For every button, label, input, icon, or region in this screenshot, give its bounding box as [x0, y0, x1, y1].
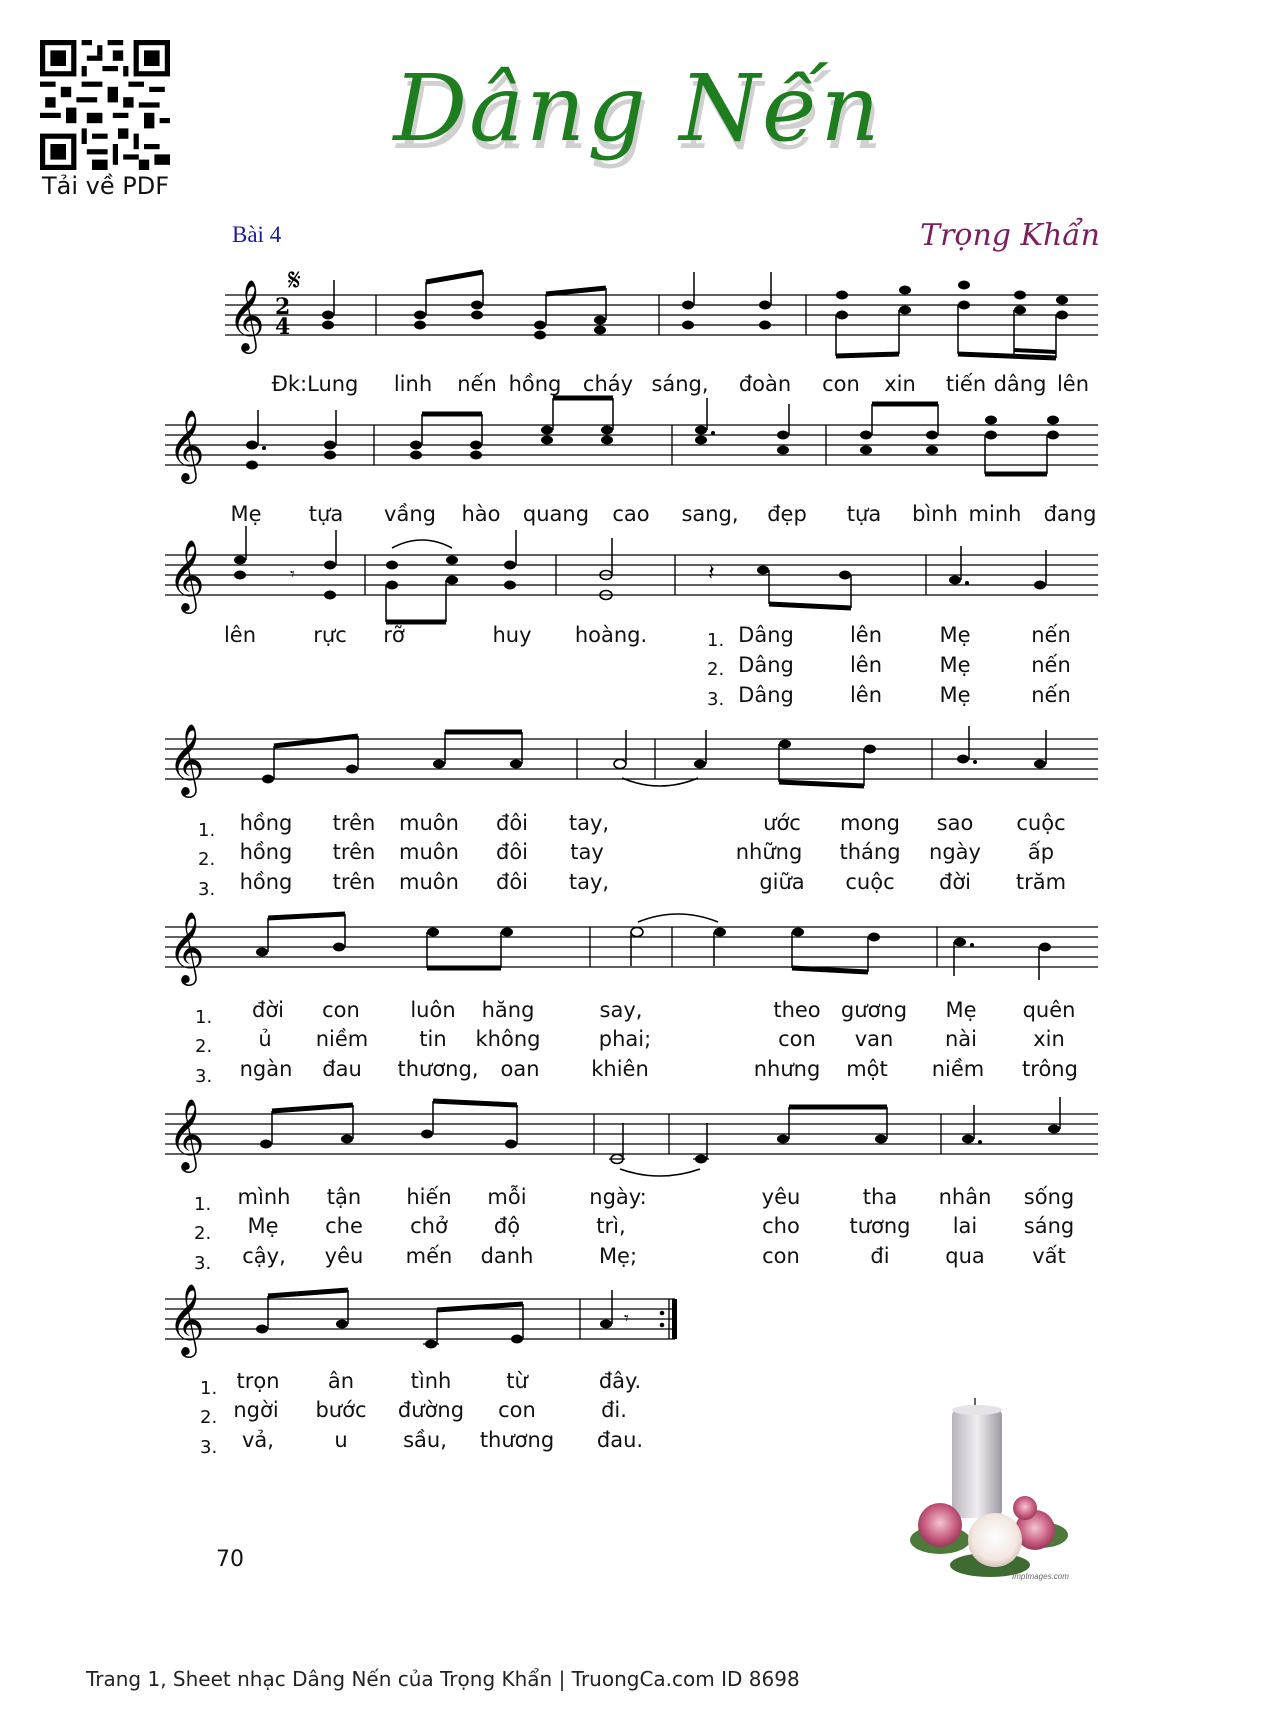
- lyric-word: từ: [506, 1369, 528, 1393]
- treble-clef-icon: 𝄞: [168, 1097, 205, 1170]
- lyric-word: nến: [457, 372, 497, 396]
- lyric-word: con: [778, 1027, 816, 1051]
- eighth-rest-icon: 𝄾: [290, 564, 295, 585]
- lyric-word: Mẹ: [247, 1214, 279, 1238]
- verse-number: 1.: [195, 1007, 213, 1028]
- lyric-word: hồng: [508, 372, 562, 396]
- lyric-word: sầu,: [403, 1428, 447, 1452]
- verse-number: 1.: [200, 1378, 218, 1399]
- lyric-word: vầng: [384, 502, 436, 526]
- staff-notation-4: [0, 702, 1275, 832]
- lyric-word: luôn: [410, 998, 456, 1022]
- song-title: Dâng Nến: [393, 55, 882, 162]
- lyric-word: nhân: [938, 1185, 992, 1209]
- repeat-dot: [660, 1323, 665, 1328]
- lyric-word: thương: [479, 1428, 555, 1452]
- lyric-word: tháng: [839, 840, 901, 864]
- lyric-word: trên: [332, 811, 376, 835]
- lyric-word: quang: [522, 502, 590, 526]
- lyric-word: ân: [327, 1369, 355, 1393]
- lyric-word: lên: [849, 683, 883, 707]
- verse-number: 2.: [198, 849, 216, 870]
- lyric-word: rỡ: [383, 623, 405, 647]
- lyric-word: đôi: [495, 870, 529, 894]
- lyric-word: trì,: [596, 1214, 626, 1238]
- lyric-word: trăm: [1015, 870, 1067, 894]
- lyric-word: lai: [952, 1214, 978, 1238]
- lyric-word: khiên: [591, 1057, 649, 1081]
- lyric-word: đang: [1043, 502, 1097, 526]
- lesson-label: Bài 4: [232, 222, 282, 247]
- lyric-word: ủ: [258, 1027, 272, 1051]
- lyric-word: hồng: [239, 840, 293, 864]
- lyric-word: hiến: [406, 1185, 452, 1209]
- final-barline: [672, 1299, 677, 1339]
- image-watermark: ImpImages.com: [1012, 1572, 1069, 1581]
- lyric-word: yêu: [324, 1244, 364, 1268]
- lyric-word: đi.: [601, 1398, 627, 1422]
- lyric-word: xin: [1033, 1027, 1065, 1051]
- lyric-word: một: [846, 1057, 888, 1081]
- page-number: 70: [216, 1547, 244, 1572]
- lyric-word: hào: [461, 502, 501, 526]
- lyric-word: ngời: [233, 1398, 279, 1422]
- lyric-word: những: [735, 840, 803, 864]
- candle-roses-image: [900, 1390, 1080, 1590]
- treble-clef-icon: 𝄞: [168, 910, 205, 983]
- verse-number: 2.: [200, 1407, 218, 1428]
- verse-number: 2.: [194, 1223, 212, 1244]
- lyric-word: đẹp: [767, 502, 807, 526]
- lyric-word: con: [322, 998, 360, 1022]
- repeat-dot: [660, 1311, 665, 1316]
- lyric-word: lên: [849, 623, 883, 647]
- lyric-word: đi: [870, 1244, 890, 1268]
- lyric-word: không: [475, 1027, 541, 1051]
- lyric-word: đời: [251, 998, 285, 1022]
- eighth-rest-icon: 𝄾: [624, 1308, 629, 1329]
- lyric-word: mong: [840, 811, 900, 835]
- lyric-word: theo: [773, 998, 821, 1022]
- time-signature: 2: [275, 294, 291, 320]
- lyric-word: lên: [1056, 372, 1090, 396]
- lyric-word: cuộc: [845, 870, 895, 894]
- lyric-word: ngày:: [589, 1185, 647, 1209]
- lyric-word: Mẹ: [939, 683, 971, 707]
- page-footer: Trang 1, Sheet nhạc Dâng Nến của Trọng Khẩn | TruongCa.com ID 8698: [86, 1667, 800, 1691]
- lyric-word: qua: [945, 1244, 985, 1268]
- lyric-word: đường: [397, 1398, 465, 1422]
- lyric-word: rực: [313, 623, 347, 647]
- lyric-word: con: [822, 372, 860, 396]
- lyric-word: mình: [237, 1185, 291, 1209]
- treble-clef-icon: 𝄞: [168, 408, 205, 481]
- lyric-word: tương: [849, 1214, 911, 1238]
- lyric-word: cao: [612, 502, 650, 526]
- lyric-word: niềm: [931, 1057, 985, 1081]
- tie: [638, 914, 718, 922]
- lyric-word: nài: [944, 1027, 978, 1051]
- lyric-word: Dâng: [738, 653, 794, 677]
- lyric-word: tay: [570, 840, 604, 864]
- lyric-word: sao: [936, 811, 974, 835]
- lyric-word: tha: [862, 1185, 898, 1209]
- lyric-word: muôn: [399, 811, 459, 835]
- svg-text:4: 4: [275, 314, 291, 340]
- verse-number: 3.: [195, 1066, 213, 1087]
- lyric-word: Đk:Lung: [271, 372, 359, 396]
- quarter-rest-icon: 𝄽: [708, 561, 715, 586]
- treble-clef-icon: 𝄞: [168, 538, 205, 611]
- lyric-word: muôn: [399, 870, 459, 894]
- verse-number: 3.: [194, 1253, 212, 1274]
- verse-number: 1.: [707, 630, 725, 651]
- lyric-word: vả,: [242, 1428, 274, 1452]
- lyric-word: Mẹ: [230, 502, 262, 526]
- lyric-word: thương,: [397, 1057, 479, 1081]
- lyric-word: Mẹ: [945, 998, 977, 1022]
- verse-number: 2.: [195, 1036, 213, 1057]
- download-pdf-link[interactable]: Tải về PDF: [42, 172, 170, 200]
- verse-number: 1.: [198, 820, 216, 841]
- lyric-word: yêu: [761, 1185, 801, 1209]
- lyric-word: ấp: [1027, 840, 1055, 864]
- treble-clef-icon: 𝄞: [228, 278, 265, 351]
- lyric-word: Dâng: [738, 683, 794, 707]
- lyric-word: van: [854, 1027, 894, 1051]
- lyric-word: tin: [419, 1027, 447, 1051]
- lyric-word: cháy: [582, 372, 634, 396]
- verse-number: 3.: [198, 879, 216, 900]
- lyric-word: cho: [762, 1214, 800, 1238]
- lyric-word: trông: [1022, 1057, 1078, 1081]
- lyric-word: sang,: [681, 502, 739, 526]
- lyric-word: huy: [492, 623, 532, 647]
- lyric-word: lên: [849, 653, 883, 677]
- lyric-word: ngày: [929, 840, 981, 864]
- lyric-word: Mẹ: [939, 623, 971, 647]
- lyric-word: quên: [1022, 998, 1076, 1022]
- lyric-word: trên: [332, 840, 376, 864]
- lyric-word: muôn: [399, 840, 459, 864]
- lyric-word: con: [498, 1398, 536, 1422]
- lyric-word: tận: [326, 1185, 362, 1209]
- lyric-word: tựa: [846, 502, 882, 526]
- lyric-word: say,: [599, 998, 643, 1022]
- lyric-word: bước: [315, 1398, 367, 1422]
- lyric-word: gương: [840, 998, 908, 1022]
- lyric-word: cậy,: [242, 1244, 286, 1268]
- composer-name: Trọng Khẩn: [920, 218, 1100, 253]
- lyric-word: tựa: [308, 502, 344, 526]
- verse-number: 1.: [194, 1194, 212, 1215]
- lyric-word: sáng: [1023, 1214, 1075, 1238]
- lyric-word: con: [762, 1244, 800, 1268]
- lyric-word: độ: [493, 1214, 521, 1238]
- staff-system-4: [0, 702, 1275, 832]
- lyric-word: tiến: [945, 372, 987, 396]
- lyric-word: minh: [968, 502, 1022, 526]
- lyric-word: đoàn: [738, 372, 792, 396]
- lyric-word: ước: [763, 811, 801, 835]
- lyric-word: nến: [1031, 683, 1071, 707]
- lyric-word: cuộc: [1016, 811, 1066, 835]
- lyric-word: đây.: [598, 1369, 642, 1393]
- lyric-word: Mẹ;: [598, 1244, 638, 1268]
- lyric-word: che: [325, 1214, 363, 1238]
- lyric-word: nến: [1031, 623, 1071, 647]
- lyric-word: sống: [1023, 1185, 1075, 1209]
- lyric-word: lên: [223, 623, 257, 647]
- lyric-word: linh: [393, 372, 433, 396]
- lyric-word: hồng: [239, 811, 293, 835]
- lyric-word: Mẹ: [939, 653, 971, 677]
- treble-clef-icon: 𝄞: [168, 1282, 205, 1355]
- lyric-word: mỗi: [487, 1185, 527, 1209]
- lyric-word: xin: [884, 372, 916, 396]
- lyric-word: dâng: [993, 372, 1047, 396]
- lyric-word: nhưng: [753, 1057, 821, 1081]
- treble-clef-icon: 𝄞: [168, 722, 205, 795]
- lyric-word: đôi: [495, 811, 529, 835]
- lyric-word: hồng: [239, 870, 293, 894]
- lyric-word: nến: [1031, 653, 1071, 677]
- lyric-word: trên: [332, 870, 376, 894]
- lyric-word: chở: [410, 1214, 448, 1238]
- verse-number: 2.: [707, 659, 725, 680]
- lyric-word: mến: [405, 1244, 453, 1268]
- lyric-word: hoàng.: [574, 623, 648, 647]
- lyric-word: niềm: [315, 1027, 369, 1051]
- lyric-word: phai;: [598, 1027, 652, 1051]
- lyric-word: danh: [480, 1244, 534, 1268]
- lyric-word: vất: [1032, 1244, 1066, 1268]
- lyric-word: trọn: [236, 1369, 280, 1393]
- tie: [620, 1169, 700, 1176]
- lyric-word: đau.: [596, 1428, 644, 1452]
- lyric-word: ngàn: [239, 1057, 293, 1081]
- verse-number: 3.: [200, 1437, 218, 1458]
- lyric-word: Dâng: [738, 623, 794, 647]
- lyric-word: tình: [410, 1369, 452, 1393]
- lyric-word: hăng: [481, 998, 535, 1022]
- slur: [392, 540, 452, 548]
- lyric-word: u: [334, 1428, 348, 1452]
- lyric-word: tay,: [568, 870, 610, 894]
- lyric-word: đôi: [495, 840, 529, 864]
- lyric-word: đời: [938, 870, 972, 894]
- lyric-word: tay,: [568, 811, 610, 835]
- segno-icon: 𝄋: [288, 263, 301, 298]
- lyric-word: bình: [912, 502, 958, 526]
- verse-number: 3.: [707, 689, 725, 710]
- lyric-word: sáng,: [651, 372, 709, 396]
- lyric-word: đau: [322, 1057, 362, 1081]
- lyric-word: giữa: [759, 870, 805, 894]
- lyric-word: oan: [500, 1057, 540, 1081]
